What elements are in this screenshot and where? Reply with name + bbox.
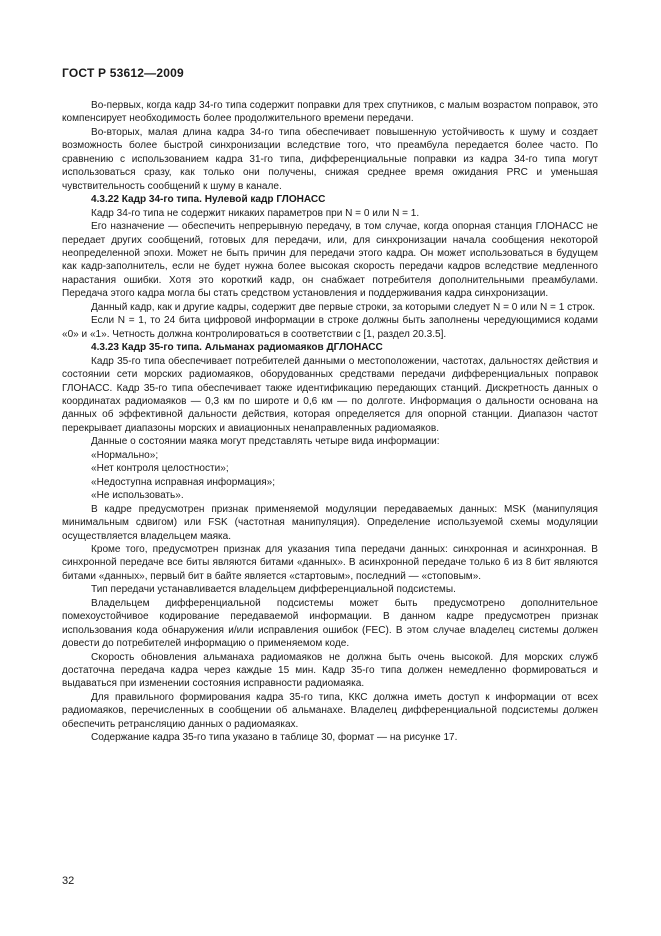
paragraph: Кроме того, предусмотрен признак для указания типа передачи данных: синхронная и асинхронная. В синхронной передаче все биты являются битами «данных». В асинхронной передаче только 6 из 8 бит являются битами «данных», первый бит в байте является «стартовым», последний — «стоповым». (62, 543, 598, 582)
paragraph: Данный кадр, как и другие кадры, содержит две первые строки, за которыми следует N = 0 или N = 1 строк. (91, 301, 596, 313)
paragraph: Владельцем дифференциальной подсистемы может быть предусмотрено дополнительное помехоустойчивое кодирование передаваемой информации. В данном кадре предусмотрен признак использования кода обнаружения и/или исправления ошибок (FEC). В этом случае владелец системы должен довести до потребителей информацию о применяемом коде. (62, 597, 598, 650)
paragraph: Если N = 1, то 24 бита цифровой информации в строке должны быть заполнены чередующимися кодами «0» и «1». Четность должна контролироваться в соответствии с [1, раздел 20.3.5]. (62, 315, 598, 340)
paragraph: Содержание кадра 35-го типа указано в таблице 30, формат — на рисунке 17. (91, 732, 458, 744)
paragraph: Скорость обновления альманаха радиомаяков не должна быть очень высокой. Для морских служб достаточна передача кадра через каждые 15 мин. Кадр 35-го типа должен немедленно формироваться и выдаваться при изменении состояния исправности радиомаяка. (62, 651, 598, 690)
paragraph: Тип передачи устанавливается владельцем дифференциальной подсистемы. (91, 584, 456, 596)
paragraph: Во-вторых, малая длина кадра 34-го типа обеспечивает повышенную устойчивость к шуму и создает возможность более быстрой синхронизации вследствие того, что преамбула передается более часто. По сравнению с использованием кадра 31-го типа, дифференциальные поправки из кадра 34-го типа могут использоваться сразу, как только они получены, снижая среднее время ожидания PRC и уменьшая чувствительность сообщений к шуму в канале. (62, 126, 598, 192)
status-option: «Недоступна исправная информация»; (91, 476, 276, 488)
paragraph: Для правильного формирования кадра 35-го типа, ККС должна иметь доступ к информации от всех радиомаяков, перечисленных в сообщении об альманахе. Владелец дифференциальной подсистемы должен обеспечить ретрансляцию данных о радиомаяках. (62, 691, 598, 730)
paragraph: Данные о состоянии маяка могут представлять четыре вида информации: (91, 436, 440, 448)
paragraph: Его назначение — обеспечить непрерывную передачу, в том случае, когда опорная станция ГЛОНАСС не передает других сообщений, готовых для передачи, или, для синхронизации начала сообщения некоторой неопределенной эпохи. Может не быть причин для передачи этого кадра. Он может использоваться в будущем как кадр-заполнитель, если не будет нужна более высокая скорость передачи кадров вследствие медленного нарастания ошибки. Хотя это короткий кадр, он снабжает потребителя дополнительными преамбулами. Передача этого кадра могла бы стать средством установления и поддерживания кадра синхронизации. (62, 221, 598, 300)
status-option: «Нет контроля целостности»; (91, 463, 229, 475)
standard-header: ГОСТ Р 53612—2009 (62, 66, 184, 80)
page-number: 32 (62, 875, 75, 887)
paragraph: Во-первых, когда кадр 34-го типа содержит поправки для трех спутников, с малым возрастом поправок, это компенсирует необходимость более продолжительного времени передачи. (62, 100, 598, 125)
paragraph: Кадр 35-го типа обеспечивает потребителей данными о местоположении, частотах, дальностях действия и состоянии сети морских радиомаяков, оборудованных средствами передачи дифференциальных поправок ГЛОНАСС. Кадр 35-го типа обеспечивает также идентификацию передающих станций. Дискретность данных о координатах радиомаяков — 0,3 км по широте и 0,6 км — по долготе. Информация о дальности основана на данных об эффективной дальности действия, которая определяется для опорной станции. Диапазон частот перекрывает диапазоны морских и авиационных ненаправленных радиомаяков. (62, 355, 598, 434)
paragraph: Кадр 34-го типа не содержит никаких параметров при N = 0 или N = 1. (91, 207, 420, 219)
status-option: «Нормально»; (91, 449, 159, 461)
document-body (62, 99, 598, 745)
section-heading: 4.3.23 Кадр 35-го типа. Альманах радиомаяков ДГЛОНАСС (91, 342, 383, 354)
paragraph: В кадре предусмотрен признак применяемой модуляции передаваемых данных: MSK (манипуляция минимальным сдвигом) или FSK (частотная манипуляция). Определение используемой схемы модуляции осуществляется владельцем маяка. (62, 503, 598, 542)
section-heading: 4.3.22 Кадр 34-го типа. Нулевой кадр ГЛОНАСС (91, 194, 326, 206)
status-option: «Не использовать». (91, 490, 184, 502)
